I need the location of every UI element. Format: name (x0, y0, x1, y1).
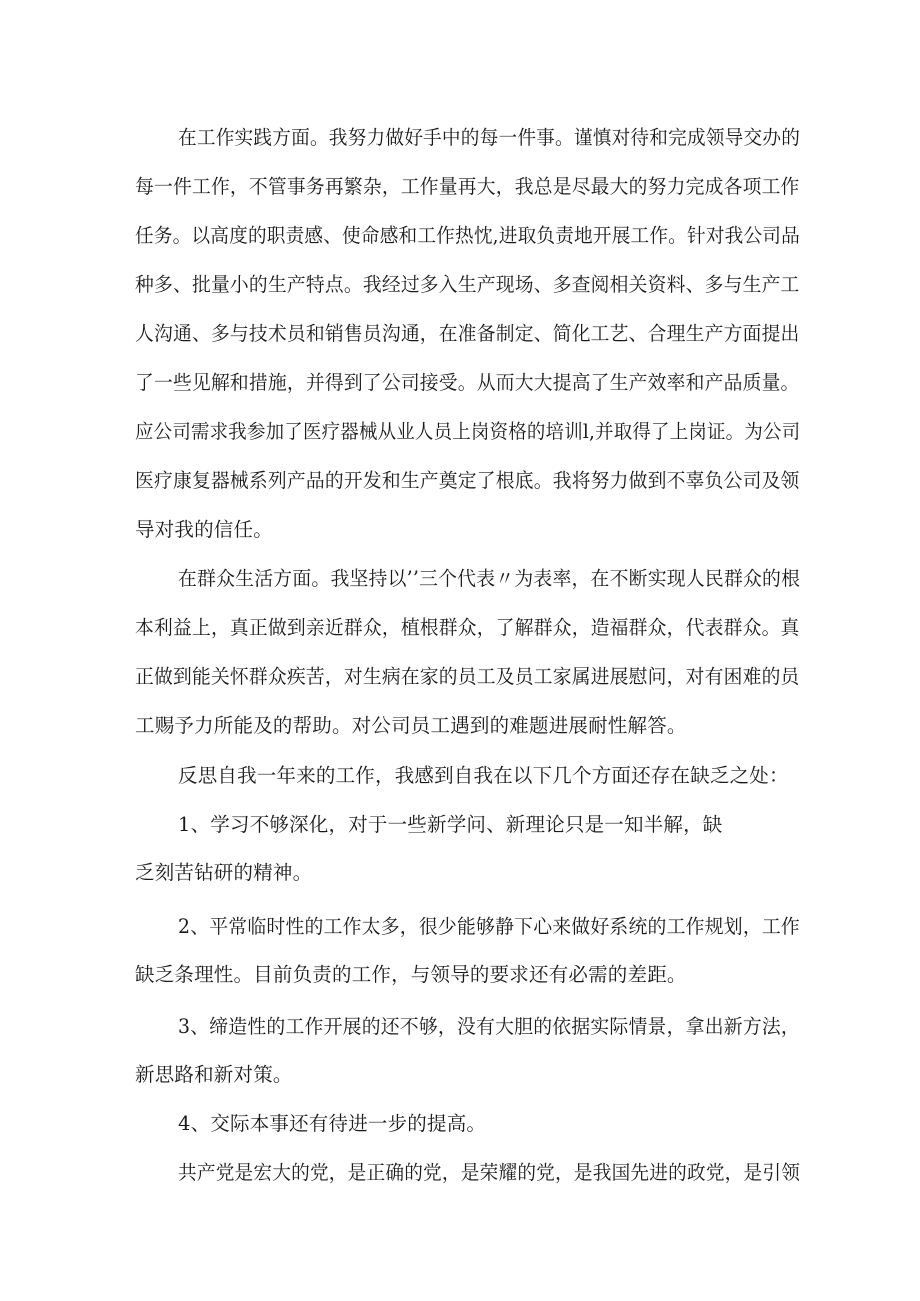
paragraph-line: 在工作实践方面。我努力做好手中的每一件事。谨慎对待和完成领导交办的 (178, 126, 801, 149)
paragraph-line: 共产党是宏大的党，是正确的党，是荣耀的党，是我国先进的政党，是引领 (178, 1161, 801, 1184)
paragraph-line: 工赐予力所能及的帮助。对公司员工遇到的难题进展耐性解答。 (135, 714, 687, 737)
list-item-line: 2、平常临时性的工作太多，很少能够静下心来做好系统的工作规划，工作 (178, 915, 800, 938)
list-item-line: 4、交际本事还有待进一步的提高。 (178, 1112, 487, 1135)
paragraph-line: 本利益上，真正做到亲近群众，植根群众，了解群众，造福群众，代表群众。真 (135, 616, 800, 639)
list-item-line: 新思路和新对策。 (135, 1063, 293, 1086)
paragraph-line: 导对我的信任。 (135, 518, 273, 541)
paragraph-line: 每一件工作，不管事务再繁杂，工作量再大，我总是尽最大的努力完成各项工作 (135, 175, 800, 198)
list-item-line: 1、学习不够深化，对于一些新学问、新理论只是一知半解，缺 (178, 813, 723, 836)
paragraph-line: 人沟通、多与技术员和销售员沟通，在准备制定、简化工艺、合理生产方面提出 (135, 322, 800, 345)
paragraph-line: 种多、批量小的生产特点。我经过多入生产现场、多查阅相关资料、多与生产工 (135, 273, 800, 296)
paragraph-line: 任务。以高度的职责感、使命感和工作热忱,进取负责地开展工作。针对我公司品 (135, 224, 800, 247)
paragraph-line: 应公司需求我参加了医疗器械从业人员上岗资格的培训l,并取得了上岗证。为公司 (135, 420, 801, 443)
list-item-line: 缺乏条理性。目前负责的工作，与领导的要求还有必需的差距。 (135, 963, 687, 986)
paragraph-line: 了一些见解和措施，并得到了公司接受。从而大大提高了生产效率和产品质量。 (135, 371, 800, 394)
list-item-line: 3、缔造性的工作开展的还不够，没有大胆的依据实际情景，拿出新方法， (178, 1015, 800, 1038)
list-item-line: 乏刻苦钻研的精神。 (135, 861, 313, 884)
paragraph-line: 医疗康复器械系列产品的开发和生产奠定了根底。我将努力做到不辜负公司及领 (135, 469, 800, 492)
paragraph-line: 在群众生活方面。我坚持以’’三个代表〃为表率，在不断实现人民群众的根 (178, 567, 801, 590)
paragraph-line: 反思自我一年来的工作，我感到自我在以下几个方面还存在缺乏之处： (178, 764, 789, 787)
paragraph-line: 正做到能关怀群众疾苦，对生病在家的员工及员工家属进展慰问，对有困难的员 (135, 665, 800, 688)
